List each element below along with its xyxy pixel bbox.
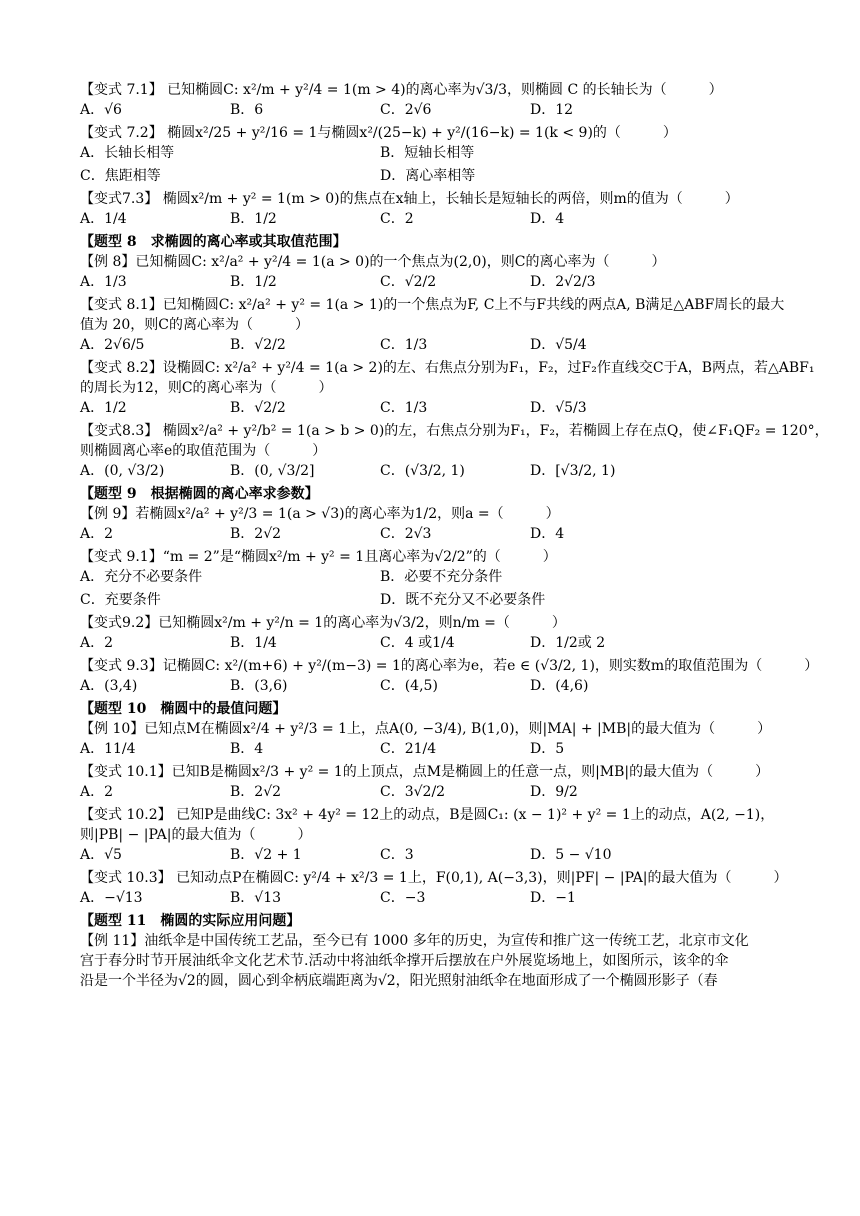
answer-option: D．5 bbox=[530, 741, 565, 757]
answer-option: A．2 bbox=[80, 784, 114, 800]
answer-option: C．焦距相等 bbox=[80, 168, 161, 184]
answer-option: B．必要不充分条件 bbox=[380, 569, 503, 585]
answer-option: A．1/4 bbox=[80, 211, 127, 227]
answer-option: B．√2/2 bbox=[230, 337, 286, 353]
answer-options bbox=[80, 676, 790, 696]
answer-option: D．(4,6) bbox=[530, 678, 589, 694]
answer-options bbox=[80, 782, 790, 802]
question-line: 【变式 8.1】已知椭圆C: x²/a² + y² = 1(a > 1)的一个焦点为F, C上不与F共线的两点A, B满足△ABF周长的最大 bbox=[80, 297, 785, 313]
answer-option: D．12 bbox=[530, 102, 574, 118]
answer-option: C．(4,5) bbox=[380, 678, 438, 694]
question-line: 【例 9】若椭圆x²/a² + y²/3 = 1(a > √3)的离心率为1/2，则a =（ ） bbox=[80, 506, 560, 522]
answer-option: C．2√3 bbox=[380, 526, 432, 542]
answer-option: A．(3,4) bbox=[80, 678, 138, 694]
question-line: 【变式7.3】 椭圆x²/m + y² = 1(m > 0)的焦点在x轴上，长轴长是短轴长的两倍，则m的值为（ ） bbox=[80, 191, 739, 207]
answer-option: A．充分不必要条件 bbox=[80, 569, 203, 585]
answer-option: B．2√2 bbox=[230, 784, 282, 800]
answer-options bbox=[80, 166, 790, 186]
answer-option: C．4 或1/4 bbox=[380, 635, 455, 651]
question-line: 沿是一个半径为√2的圆，圆心到伞柄底端距离为√2，阳光照射油纸伞在地面形成了一个椭圆形影子（春 bbox=[80, 973, 718, 989]
question-line: 宫于春分时节开展油纸伞文化艺术节.活动中将油纸伞撑开后摆放在户外展览场地上，如图所示，该伞的伞 bbox=[80, 953, 729, 969]
answer-options bbox=[80, 335, 790, 355]
answer-option: A．1/2 bbox=[80, 400, 127, 416]
document-body bbox=[80, 80, 829, 991]
question-line: 【变式8.3】 椭圆x²/a² + y²/b² = 1(a > b > 0)的左，右焦点分别为F₁，F₂，若椭圆上存在点Q，使∠F₁QF₂ = 120°， bbox=[80, 423, 829, 439]
answer-options bbox=[80, 461, 790, 481]
question-line: 【变式9.2】已知椭圆x²/m + y²/n = 1的离心率为√3/2，则n/m =（ ） bbox=[80, 615, 566, 631]
answer-option: D．√5/4 bbox=[530, 337, 587, 353]
question-line: 则|PB| − |PA|的最大值为（ ） bbox=[80, 827, 312, 843]
answer-options bbox=[80, 398, 790, 418]
answer-option: C．3√2/2 bbox=[380, 784, 446, 800]
answer-option: B．短轴长相等 bbox=[380, 145, 475, 161]
answer-option: D．2√2/3 bbox=[530, 274, 596, 290]
section-heading: 【题型 11 椭圆的实际应用问题】 bbox=[80, 913, 301, 929]
answer-option: D．5 − √10 bbox=[530, 847, 612, 863]
answer-option: A．长轴长相等 bbox=[80, 145, 175, 161]
answer-option: A．−√13 bbox=[80, 890, 143, 906]
question-line: 【例 11】油纸伞是中国传统工艺品，至今已有 1000 多年的历史，为宣传和推广这一传统工艺，北京市文化 bbox=[80, 933, 749, 949]
question-line: 【例 10】已知点M在椭圆x²/4 + y²/3 = 1上，点A(0, −3/4), B(1,0)，则|MA| + |MB|的最大值为（ ） bbox=[80, 721, 772, 737]
answer-option: A．1/3 bbox=[80, 274, 127, 290]
answer-options bbox=[80, 567, 790, 587]
answer-options bbox=[80, 845, 790, 865]
answer-option: D．−1 bbox=[530, 890, 576, 906]
question-line: 则椭圆离心率e的取值范围为（ ） bbox=[80, 443, 327, 459]
answer-option: C．(√3/2, 1) bbox=[380, 463, 465, 479]
question-line: 【变式 10.1】已知B是椭圆x²/3 + y² = 1的上顶点，点M是椭圆上的任意一点，则|MB|的最大值为（ ） bbox=[80, 764, 770, 780]
answer-option: B．1/2 bbox=[230, 274, 277, 290]
answer-option: C．1/3 bbox=[380, 337, 428, 353]
answer-option: B．√13 bbox=[230, 890, 282, 906]
answer-option: D．√5/3 bbox=[530, 400, 587, 416]
answer-options bbox=[80, 633, 790, 653]
question-line: 【变式 7.2】 椭圆x²/25 + y²/16 = 1与椭圆x²/(25−k) + y²/(16−k) = 1(k < 9)的（ ） bbox=[80, 125, 677, 141]
answer-option: A．√6 bbox=[80, 102, 122, 118]
answer-option: B．(0, √3/2] bbox=[230, 463, 315, 479]
answer-option: C．2√6 bbox=[380, 102, 432, 118]
answer-option: A．√5 bbox=[80, 847, 122, 863]
answer-option: D．[√3/2, 1) bbox=[530, 463, 616, 479]
answer-option: C．1/3 bbox=[380, 400, 428, 416]
answer-option: B．1/4 bbox=[230, 635, 277, 651]
answer-option: C．3 bbox=[380, 847, 414, 863]
answer-option: A．2 bbox=[80, 526, 114, 542]
answer-option: A．2 bbox=[80, 635, 114, 651]
answer-options bbox=[80, 524, 790, 544]
answer-option: D．4 bbox=[530, 211, 565, 227]
answer-options bbox=[80, 739, 790, 759]
answer-option: B．(3,6) bbox=[230, 678, 288, 694]
answer-option: B．4 bbox=[230, 741, 264, 757]
answer-option: A．2√6/5 bbox=[80, 337, 145, 353]
answer-options bbox=[80, 100, 790, 120]
answer-option: D．9/2 bbox=[530, 784, 578, 800]
answer-option: C．√2/2 bbox=[380, 274, 437, 290]
answer-options bbox=[80, 143, 790, 163]
answer-option: D．1/2或 2 bbox=[530, 635, 606, 651]
section-heading: 【题型 10 椭圆中的最值问题】 bbox=[80, 701, 287, 717]
answer-option: B．6 bbox=[230, 102, 264, 118]
answer-option: C．21/4 bbox=[380, 741, 437, 757]
question-line: 【变式 8.2】设椭圆C: x²/a² + y²/4 = 1(a > 2)的左、右焦点分别为F₁，F₂，过F₂作直线交C于A，B两点，若△ABF₁ bbox=[80, 360, 815, 376]
question-line: 【变式 10.3】 已知动点P在椭圆C: y²/4 + x²/3 = 1上，F(0,1), A(−3,3)，则|PF| − |PA|的最大值为（ ） bbox=[80, 870, 788, 886]
answer-option: C．2 bbox=[380, 211, 414, 227]
question-line: 【例 8】已知椭圆C: x²/a² + y²/4 = 1(a > 0)的一个焦点为(2,0)，则C的离心率为（ ） bbox=[80, 254, 666, 270]
section-heading: 【题型 9 根据椭圆的离心率求参数】 bbox=[80, 486, 319, 502]
answer-option: A．(0, √3/2) bbox=[80, 463, 165, 479]
question-line: 【变式 9.1】“m = 2”是“椭圆x²/m + y² = 1且离心率为√2/2”的（ ） bbox=[80, 549, 557, 565]
answer-option: B．2√2 bbox=[230, 526, 282, 542]
answer-options bbox=[80, 272, 790, 292]
answer-option: B．√2/2 bbox=[230, 400, 286, 416]
question-line: 【变式 7.1】 已知椭圆C: x²/m + y²/4 = 1(m > 4)的离心率为√3/3，则椭圆 C 的长轴长为（ ） bbox=[80, 82, 723, 98]
question-line: 的周长为12，则C的离心率为（ ） bbox=[80, 380, 333, 396]
answer-option: C．−3 bbox=[380, 890, 426, 906]
answer-options bbox=[80, 888, 790, 908]
answer-option: D．4 bbox=[530, 526, 565, 542]
section-heading: 【题型 8 求椭圆的离心率或其取值范围】 bbox=[80, 234, 347, 250]
question-line: 值为 20，则C的离心率为（ ） bbox=[80, 317, 309, 333]
answer-option: C．充要条件 bbox=[80, 592, 161, 608]
question-line: 【变式 10.2】 已知P是曲线C: 3x² + 4y² = 12上的动点，B是圆C₁: (x − 1)² + y² = 1上的动点，A(2, −1)， bbox=[80, 807, 775, 823]
answer-options bbox=[80, 590, 790, 610]
answer-option: D．既不充分又不必要条件 bbox=[380, 592, 546, 608]
answer-option: A．11/4 bbox=[80, 741, 136, 757]
question-line: 【变式 9.3】记椭圆C: x²/(m+6) + y²/(m−3) = 1的离心率为e，若e ∈ (√3/2, 1)，则实数m的取值范围为（ ） bbox=[80, 658, 819, 674]
answer-option: B．1/2 bbox=[230, 211, 277, 227]
answer-option: D．离心率相等 bbox=[380, 168, 476, 184]
answer-option: B．√2 + 1 bbox=[230, 847, 302, 863]
answer-options bbox=[80, 209, 790, 229]
